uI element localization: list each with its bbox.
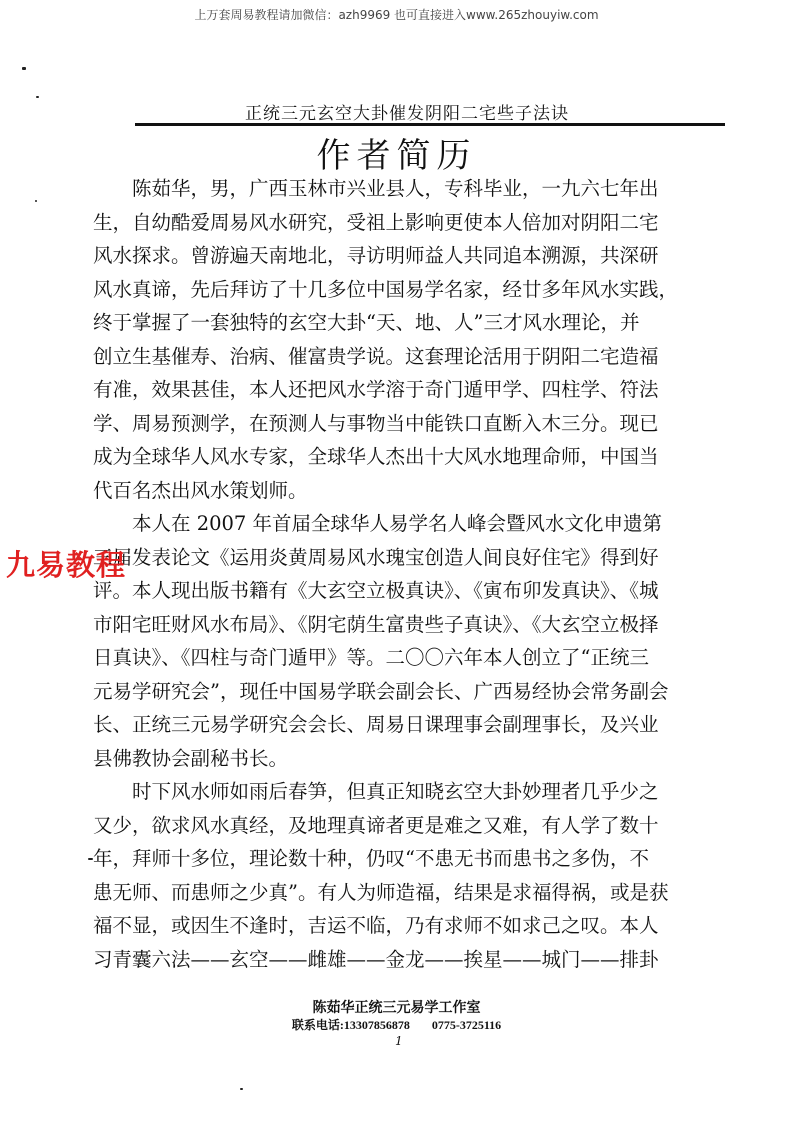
scan-speck <box>88 858 93 860</box>
running-header-title: 正统三元玄空大卦催发阴阳二宅些子法诀 <box>245 104 569 124</box>
text-line: 有准，效果甚佳，本人还把风水学溶于奇门遁甲学、四柱学、符法 <box>93 378 659 401</box>
text-line: 风水真谛，先后拜访了十几多位中国易学名家，经廿多年风水实践， <box>93 277 679 301</box>
text-line: 评。本人现出版书籍有《大玄空立极真诀》、《寅布卯发真诀》、《城 <box>93 579 659 602</box>
header-rule <box>135 123 725 126</box>
text-line: 陈茹华，男，广西玉林市兴业县人，专科毕业，一九六七年出 <box>132 177 659 200</box>
text-line: 患无师、而患师之少真”。有人为师造福，结果是求福得祸，或是获 <box>93 880 669 904</box>
text-line: 福不显，或因生不逢时，吉运不临，乃有求师不如求己之叹。本人 <box>93 914 659 937</box>
top-banner: 上万套周易教程请加微信：azh9969 也可直接进入www.265zhouyiw.com <box>194 8 599 22</box>
body-text <box>93 172 705 976</box>
footer-phone: 联系电话:13307856878 <box>291 1018 410 1032</box>
text-line: 创立生基催寿、治病、催富贵学说。这套理论活用于阴阳二宅造福 <box>93 344 659 368</box>
text-line: 风水探求。曾游遍天南地北，寻访明师益人共同追本溯源，共深研 <box>93 244 659 267</box>
text-line: 元易学研究会”，现任中国易学联会副会长、广西易经协会常务副会 <box>93 679 669 703</box>
scan-speck <box>35 200 37 202</box>
watermark-logo: 九易教程 <box>6 548 127 582</box>
page-title: 作者简历 <box>316 136 477 176</box>
text-line: 三届发表论文《运用炎黄周易风水瑰宝创造人间良好住宅》得到好 <box>93 545 659 569</box>
text-line: 长、正统三元易学研究会会长、周易日课理事会副理事长，及兴业 <box>93 713 659 736</box>
text-line: 学、周易预测学，在预测人与事物当中能铁口直断入木三分。现已 <box>93 411 659 435</box>
text-line: 又少，欲求风水真经，及地理真谛者更是难之又难，有人学了数十 <box>93 813 659 837</box>
paragraph-biography <box>93 172 705 507</box>
text-line: 习青囊六法——玄空——雌雄——金龙——挨星——城门——排卦 <box>93 947 659 971</box>
paragraph-commentary <box>93 775 705 976</box>
text-line: 生，自幼酷爱周易风水研究，受祖上影响更使本人倍加对阴阳二宅 <box>93 210 659 234</box>
footer-studio-name: 陈茹华正统三元易学工作室 <box>312 1000 481 1016</box>
paragraph-publications <box>93 507 705 775</box>
text-line: 成为全球华人风水专家，全球华人杰出十大风水地理命师，中国当 <box>93 445 659 468</box>
text-line: 县佛教协会副秘书长。 <box>93 746 289 770</box>
text-line: 代百名杰出风水策划师。 <box>93 478 308 502</box>
text-line: 市阳宅旺财风水布局》、《阴宅荫生富贵些子真诀》、《大玄空立极择 <box>93 612 659 636</box>
footer-contact <box>0 1016 793 1033</box>
scan-speck <box>36 96 39 98</box>
text-line: 终于掌握了一套独特的玄空大卦“天、地、人”三才风水理论，并 <box>93 311 640 334</box>
page-number: 1 <box>395 1034 403 1048</box>
text-line: 时下风水师如雨后春笋，但真正知晓玄空大卦妙理者几乎少之 <box>132 780 659 803</box>
text-line: 年，拜师十多位，理论数十种，仍叹“不患无书而患书之多伪，不 <box>93 847 649 870</box>
text-line: 本人在 2007 年首届全球华人易学名人峰会暨风水文化申遗第 <box>132 512 663 535</box>
text-line: 日真诀》、《四柱与奇门遁甲》等。二〇〇六年本人创立了“正统三 <box>93 646 649 669</box>
scan-speck <box>22 67 26 70</box>
scan-speck <box>240 1088 243 1090</box>
footer-landline: 0775-3725116 <box>431 1018 502 1032</box>
